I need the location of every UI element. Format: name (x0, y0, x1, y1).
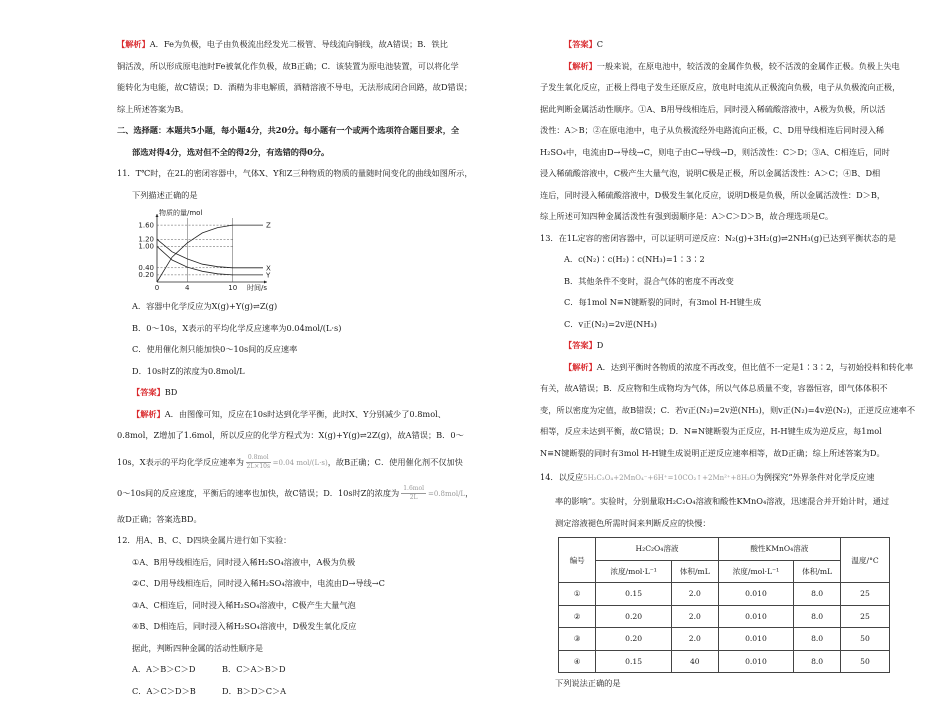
table-row (559, 605, 890, 628)
q12-analysis-line: 子发生氧化反应，正极上得电子发生还原反应，放电时电流从正极流向负极，电子从负极流向正极， (540, 77, 890, 99)
table-header-no: 编号 (559, 538, 596, 583)
q12-options-row: C．A＞C＞D＞B D．B＞D＞C＞A (117, 681, 487, 702)
fraction: $\frac{\text{1.6mol}}{2L}$ (401, 485, 426, 502)
q13-analysis-line: 有关，故A错误；B．反应物和生成物均为气体，所以气体总质量不变，容器恒容，即气体体积不 (540, 378, 890, 400)
table-cell: 50 (841, 628, 890, 651)
q11-option-a: A．容器中化学反应为X(g)+Y(g)⇌Z(g) (117, 296, 487, 318)
q12-analysis-line: 浸入稀硫酸溶液中，C极产生大量气泡，说明C极是正极，所以金属活泼性：A＞C；④B、D相 (540, 163, 890, 185)
q13-analysis-line: 变，所以密度为定值，故B错误；C．若v正(N₂)=2v逆(NH₃)，则v正(N₂)=4v逆(N₂)，正逆反应速率不 (540, 400, 890, 422)
analysis-tag: 【解析】 (117, 39, 150, 49)
table-cell: 0.010 (718, 583, 794, 606)
q11-analysis-line: 故D正确；答案选BD。 (117, 509, 487, 531)
x-tick-label: 0 (155, 284, 159, 292)
q12-stem: 12．用A、B、C、D四块金属片进行如下实验： (117, 530, 487, 552)
q13-option-b: B．其他条件不变时，混合气体的密度不再改变 (540, 271, 890, 293)
table-cell: 25 (841, 583, 890, 606)
series-line-x (157, 239, 263, 267)
q11-analysis-line: 10s，X表示的平均化学反应速率为 $\frac{\text{0.8mol}}{2L\times 10s}$ =0.04 mol/(L·s)，故B正确；C．使用催化剂不仅加快 (117, 447, 487, 478)
table-cell: 40 (671, 650, 718, 673)
q13-analysis-line: 相等，反应未达到平衡，故C错误；D．N≡N键断裂为正反应，H-H键生成为逆反应，每1mol (540, 421, 890, 443)
q11-chart (123, 208, 273, 294)
q10-analysis-line: 综上所述答案为B。 (117, 99, 487, 121)
table-cell: 2.0 (671, 583, 718, 606)
table-header-temp: 温度/°C (841, 538, 890, 583)
q12-conclusion: 据此，判断四种金属的活动性顺序是 (117, 638, 487, 660)
fraction: $\frac{\text{0.8mol}}{2L\times 10s}$ (246, 454, 271, 471)
table-header-cell: 体积/mL (794, 560, 841, 583)
q12-experiment: ④B、D相连后，同时浸入稀H₂SO₄溶液中，D极发生氧化反应 (117, 616, 487, 638)
table-cell: 0.010 (718, 605, 794, 628)
table-cell: 0.010 (718, 628, 794, 651)
q13-option-d: C．v正(N₂)=2v逆(NH₃) (540, 314, 890, 336)
y-tick-label: 0.40 (138, 264, 154, 272)
series-line-y (157, 246, 263, 275)
q13-option-c: C．每1mol N≡N键断裂的同时，有3mol H-H键生成 (540, 292, 890, 314)
table-header-group: 酸性KMnO₄溶液 (718, 538, 840, 561)
q13-option-a: A．c(N₂)∶c(H₂)∶c(NH₃)=1∶3∶2 (540, 249, 890, 271)
table-cell: 50 (841, 650, 890, 673)
q11-analysis-line: 0.8mol，Z增加了1.6mol，所以反应的化学方程式为：X(g)+Y(g)⇌2Z(g)，故A错误；B．0～ (117, 425, 487, 447)
table-header-cell: 浓度/mol·L⁻¹ (596, 560, 672, 583)
table-cell: 8.0 (794, 650, 841, 673)
q13-stem: 13．在1L定容的密闭容器中，可以证明可逆反应：N₂(g)+3H₂(g)⇌2NH₃(g)已达到平衡状态的是 (540, 228, 890, 250)
q10-analysis-line: 铜活泼，所以形成原电池时Fe被氧化作负极，故B正确；C．该装置为原电池装置，可以将化学 (117, 56, 487, 78)
equilibrium-arrow-icon: ⇌ (253, 301, 260, 311)
table-cell: 0.15 (596, 583, 672, 606)
table-row (559, 628, 890, 651)
table-cell: ③ (559, 628, 596, 651)
table-header-group: H₂C₂O₄溶液 (596, 538, 718, 561)
table-cell: 0.20 (596, 628, 672, 651)
table-cell: 25 (841, 605, 890, 628)
table-header-cell: 体积/mL (671, 560, 718, 583)
table-row (559, 650, 890, 673)
y-tick-label: 1.00 (138, 243, 154, 251)
x-axis-label: 时间/s (247, 283, 267, 292)
x-tick-label: 10 (228, 284, 237, 292)
q14-trailer: 下列说法正确的是 (540, 673, 890, 695)
y-axis-label: 物质的量/mol (159, 208, 202, 217)
q14-data-table (558, 537, 890, 673)
left-column (117, 34, 487, 702)
table-cell: 0.010 (718, 650, 794, 673)
q12-experiment: ③A、C相连后，同时浸入稀H₂SO₄溶液中，C极产生大量气泡 (117, 595, 487, 617)
q12-experiment: ①A、B用导线相连后，同时浸入稀H₂SO₄溶液中，A极为负极 (117, 552, 487, 574)
section-title: 部选对得4分，选对但不全的得2分，有选错的得0分。 (117, 142, 487, 164)
q11-stem: 下列描述正确的是 (117, 185, 487, 207)
table-cell: 2.0 (671, 605, 718, 628)
q12-analysis-line: 【解析】一般来说，在原电池中，较活泼的金属作负极，较不活泼的金属作正极。负极上失电 (540, 56, 890, 78)
q11-option-d: D．10s时Z的浓度为0.8mol/L (117, 361, 487, 383)
table-cell: 8.0 (794, 628, 841, 651)
q12-experiment: ②C、D用导线相连后，同时浸入稀H₂SO₄溶液中，电流由D→导线→C (117, 573, 487, 595)
q10-analysis-line: 能转化为电能，故C错误；D．酒精为非电解质，酒精溶液不导电，无法形成闭合回路，故D错误； (117, 77, 487, 99)
q12-options-row: A．A＞B＞C＞D B．C＞A＞B＞D (117, 659, 487, 681)
table-cell: 2.0 (671, 628, 718, 651)
table-row (559, 583, 890, 606)
series-label-x: X (266, 264, 271, 272)
section-title: 二、选择题：本题共5小题，每小题4分，共20分。每小题有一个或两个选项符合题目要求，全 (117, 120, 487, 142)
equilibrium-arrow-icon: ⇌ (781, 233, 788, 243)
table-header-cell: 浓度/mol·L⁻¹ (718, 560, 794, 583)
table-cell: 0.20 (596, 605, 672, 628)
q10-analysis-line: 【解析】A．Fe为负极，电子由负极流出经发光二极管、导线流向铜线，故A错误；B．铁比 (117, 34, 487, 56)
y-tick-label: 1.60 (138, 221, 154, 229)
x-tick-label: 4 (185, 284, 190, 292)
q13-analysis-line: 【解析】A．达到平衡时各物质的浓度不再改变，但比值不一定是1∶3∶2，与初始投料和转化率 (540, 357, 890, 379)
q12-analysis-line: 综上所述可知四种金属活泼性有强到弱顺序是：A＞C＞D＞B，故合理选项是C。 (540, 206, 890, 228)
right-column (540, 34, 890, 695)
q13-analysis-line: N≡N键断裂的同时有3mol H-H键生成说明正逆反应速率相等，故D正确；综上所述答案为D。 (540, 443, 890, 465)
equilibrium-arrow-icon: ⇌ (360, 430, 367, 440)
q11-analysis-line: 【解析】A．由图像可知，反应在10s时达到化学平衡，此时X、Y分别减少了0.8mol、 (117, 404, 487, 426)
q11-stem: 11．T℃时，在2L的密闭容器中，气体X、Y和Z三种物质的物质的量随时间变化的曲线如图所示， (117, 163, 487, 185)
table-cell: ④ (559, 650, 596, 673)
q11-option-b: B．0～10s，X表示的平均化学反应速率为0.04mol/(L·s) (117, 318, 487, 340)
table-cell: 0.15 (596, 650, 672, 673)
q14-stem: 14．以反应5H₂C₂O₄+2MnO₄⁻+6H⁺=10CO₂↑+2Mn²⁺+8H₂O为例探究“外界条件对化学反应速 (540, 464, 890, 491)
table-cell: 8.0 (794, 583, 841, 606)
q12-analysis-line: 连后，同时浸入稀硫酸溶液中，D极发生氧化反应，说明D极是负极，所以金属活泼性：D＞B， (540, 185, 890, 207)
q14-stem: 测定溶液褪色所需时间来判断反应的快慢： (540, 513, 890, 535)
q11-analysis-line: 0～10s间的反应速度，平衡后的速率也加快，故C错误；D．10s时Z的浓度为 $\frac{\text{1.6mol}}{2L}$ =0.8mol/L， (117, 478, 487, 509)
series-label-y: Y (265, 271, 271, 279)
q12-analysis-line: 泼性：A＞B；②在原电池中，电子从负极流经外电路流向正极，C、D用导线相连后同时浸入稀 (540, 120, 890, 142)
y-tick-label: 0.20 (138, 271, 154, 279)
series-label-z: Z (266, 222, 271, 230)
series-line-z (157, 225, 263, 282)
q12-analysis-line: 据此判断金属活动性顺序。①A、B用导线相连后，同时浸入稀硫酸溶液中，A极为负极，所以活 (540, 99, 890, 121)
q13-answer: 【答案】D (540, 335, 890, 357)
q14-stem: 率的影响”。实验时，分别量取H₂C₂O₄溶液和酸性KMnO₄溶液，迅速混合并开始计时，通过 (540, 491, 890, 513)
q12-answer: 【答案】C (540, 34, 890, 56)
table-cell: 8.0 (794, 605, 841, 628)
q12-analysis-line: H₂SO₄中，电流由D→导线→C，则电子由C→导线→D，则活泼性：C＞D；③A、C相连后，同时 (540, 142, 890, 164)
table-cell: ② (559, 605, 596, 628)
table-cell: ① (559, 583, 596, 606)
q11-option-c: C．使用催化剂只能加快0～10s间的反应速率 (117, 339, 487, 361)
y-tick-label: 1.20 (138, 236, 154, 244)
q11-answer: 【答案】BD (117, 382, 487, 404)
